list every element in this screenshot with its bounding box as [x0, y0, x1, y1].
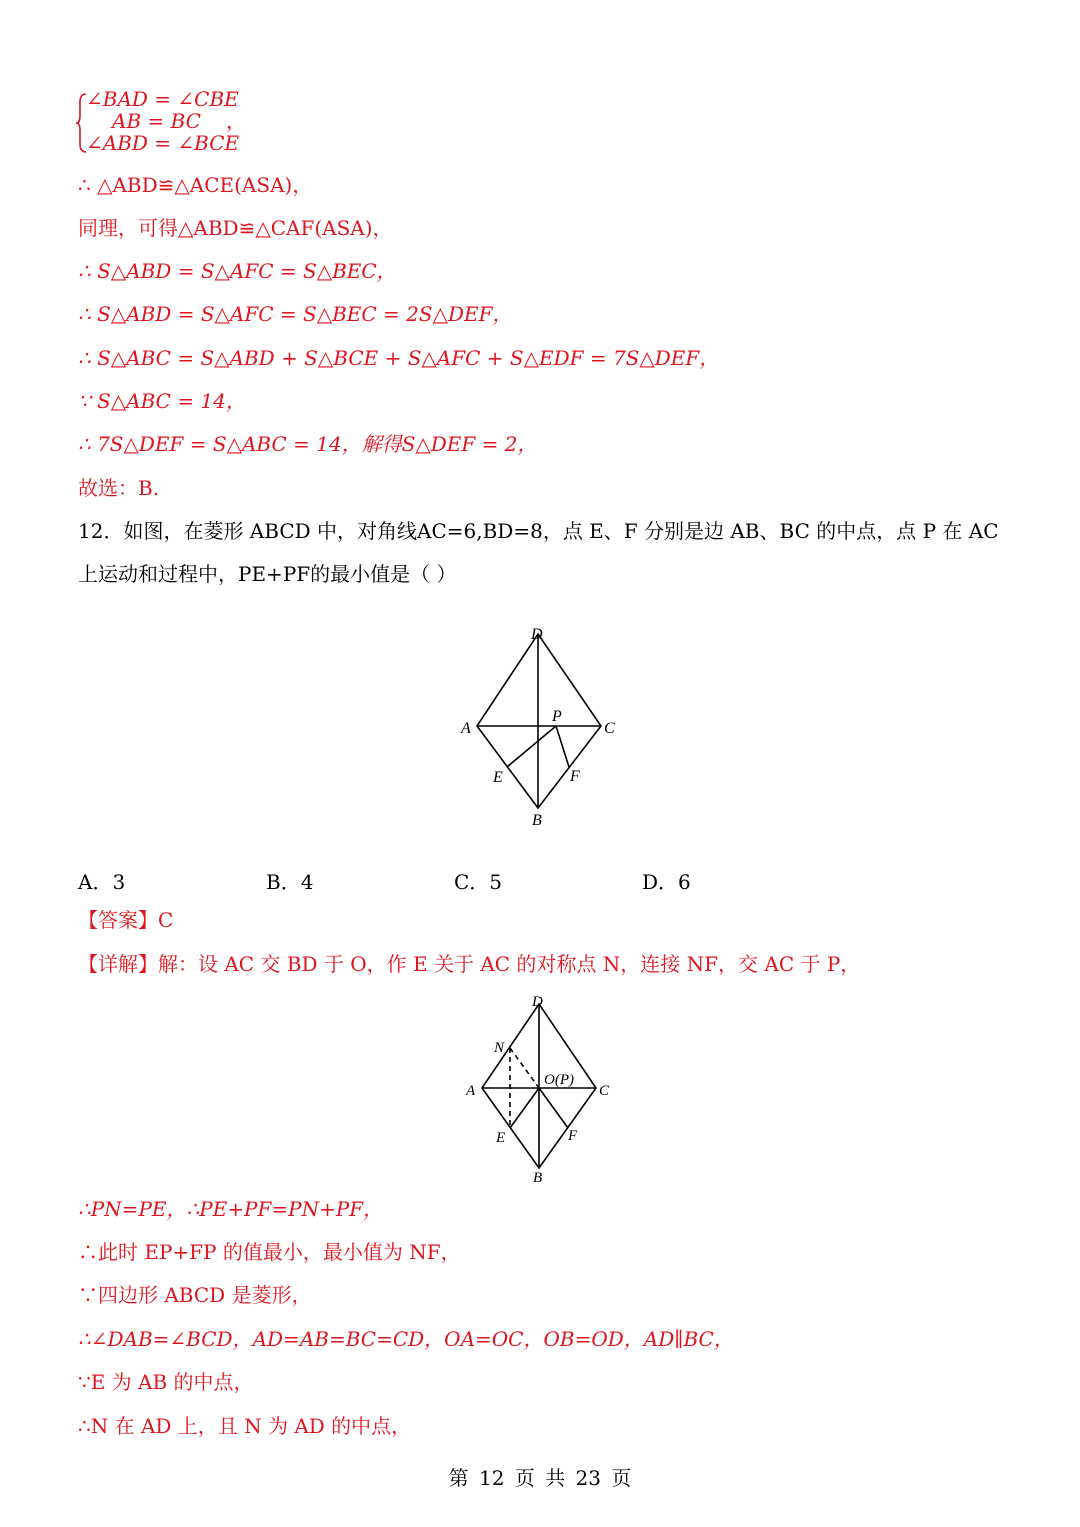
label-f-2: F — [568, 1128, 578, 1144]
solution-line-3: ∵四边形 ABCD 是菱形， — [78, 1283, 312, 1307]
label-f: F — [570, 768, 580, 785]
equation-row-1: ∠BAD = ∠CBE — [86, 87, 239, 111]
derivation-conclusion: 故选：B. — [78, 476, 160, 500]
question-text-line-2: 上运动和过程中，PE+PF的最小值是（ ） — [78, 562, 457, 586]
page-footer: 第 12 页 共 23 页 — [448, 1466, 632, 1490]
choice-d: D．6 — [642, 870, 691, 894]
choice-a: A．3 — [78, 870, 126, 894]
label-b-2: B — [533, 1170, 543, 1185]
detail-text: 解：设 AC 交 BD 于 O，作 E 关于 AC 的对称点 N，连接 NF，交 AC 于 P， — [158, 952, 861, 976]
equation-row-3: ∠ABD = ∠BCE — [86, 131, 240, 155]
equation-row-2: AB = BC — [112, 109, 201, 133]
label-b: B — [532, 812, 542, 829]
label-a-2: A — [466, 1083, 476, 1099]
label-d-2: D — [532, 994, 543, 1010]
solution-line-6: ∴N 在 AD 上，且 N 为 AD 的中点， — [78, 1414, 412, 1438]
detail-line — [78, 952, 860, 976]
answer-tag: 【答案】 — [78, 908, 158, 932]
label-e: E — [493, 769, 503, 786]
label-c-2: C — [599, 1083, 610, 1099]
segment-pf-2 — [539, 1088, 568, 1128]
segment-pf — [556, 726, 569, 767]
label-p: P — [552, 708, 562, 725]
label-c: C — [604, 720, 615, 737]
label-d: D — [531, 626, 543, 643]
segment-pe — [507, 726, 556, 767]
label-e-2: E — [496, 1130, 506, 1146]
derivation-line-1: ∴ △ABD≌△ACE(ASA)， — [78, 173, 313, 197]
segment-np-dashed — [510, 1048, 539, 1088]
rhombus-figure-2 — [460, 990, 620, 1185]
solution-line-1: ∴PN=PE，∴PE+PF=PN+PF， — [78, 1197, 384, 1221]
question-text-line-1: 12．如图，在菱形 ABCD 中，对角线AC=6,BD=8，点 E、F 分别是边 AB、BC 的中点，点 P 在 AC — [78, 519, 999, 543]
derivation-line-2: 同理，可得△ABD≌△CAF(ASA)， — [78, 216, 393, 240]
detail-tag: 【详解】 — [78, 952, 158, 976]
rhombus-figure-1 — [455, 620, 625, 832]
derivation-line-6: ∵ S△ABC = 14， — [78, 389, 246, 413]
derivation-line-7: ∴ 7S△DEF = S△ABC = 14，解得S△DEF = 2， — [78, 432, 538, 456]
label-op: O(P) — [544, 1072, 574, 1088]
equation-trailing-comma: ， — [226, 109, 246, 133]
derivation-line-3: ∴ S△ABD = S△AFC = S△BEC， — [78, 259, 397, 283]
label-a: A — [461, 720, 471, 737]
choice-b: B．4 — [266, 870, 314, 894]
derivation-line-4: ∴ S△ABD = S△AFC = S△BEC = 2S△DEF， — [78, 302, 513, 326]
answer-line — [78, 908, 173, 932]
solution-line-2: ∴此时 EP+FP 的值最小，最小值为 NF， — [78, 1240, 461, 1264]
label-n: N — [494, 1040, 505, 1056]
solution-line-4: ∴∠DAB=∠BCD，AD=AB=BC=CD，OA=OC，OB=OD，AD∥BC， — [78, 1327, 734, 1351]
answer-value: C — [158, 908, 174, 932]
segment-ep-2 — [510, 1088, 539, 1128]
derivation-line-5: ∴ S△ABC = S△ABD + S△BCE + S△AFC + S△EDF = 7S△DEF， — [78, 346, 720, 370]
solution-line-5: ∵E 为 AB 的中点， — [78, 1370, 254, 1394]
choice-c: C．5 — [454, 870, 503, 894]
